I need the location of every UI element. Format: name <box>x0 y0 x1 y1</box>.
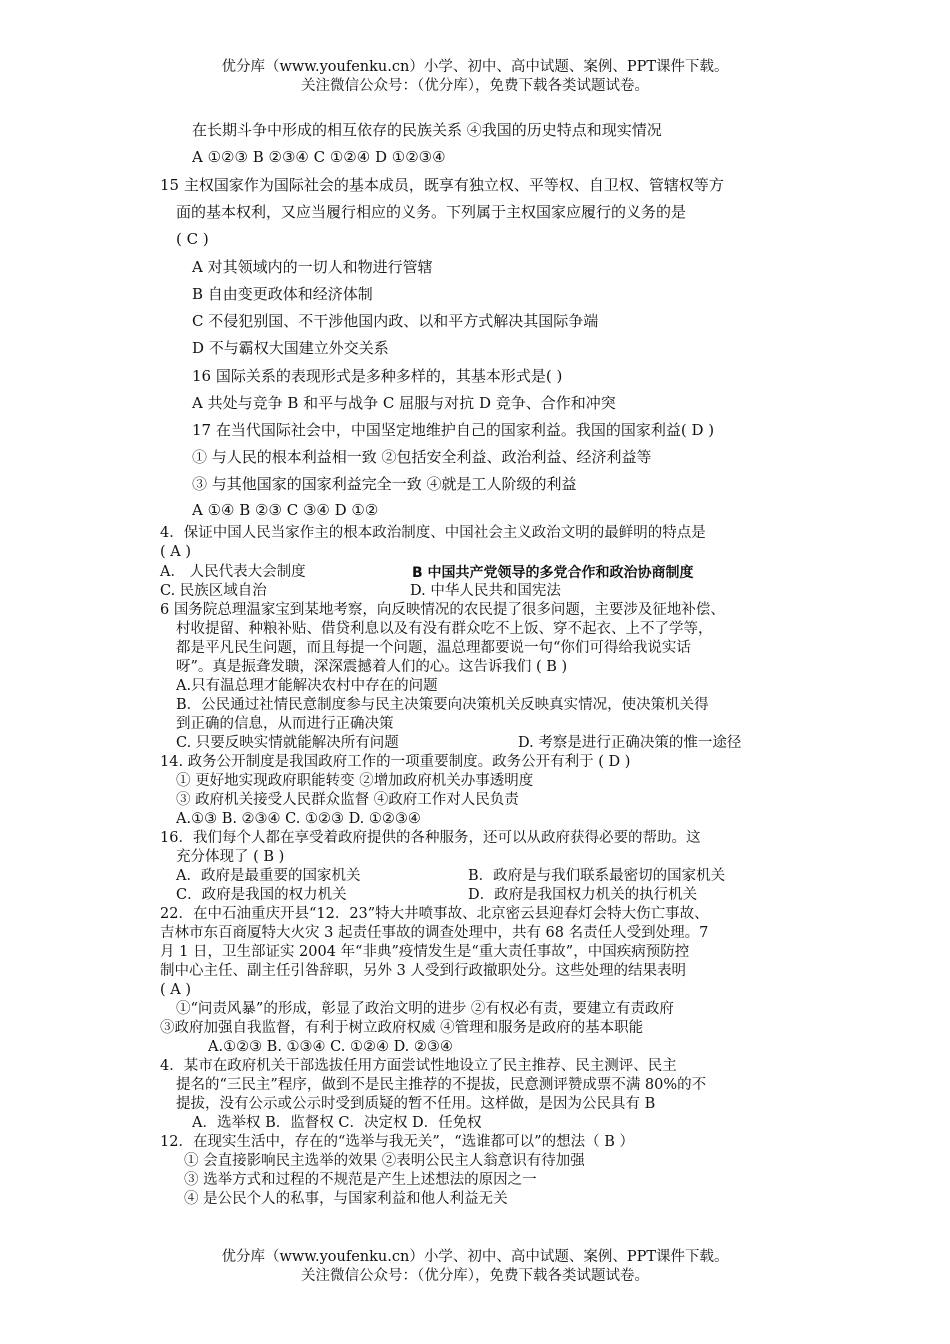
text-line: 提名的“三民主”程序，做到不是民主推荐的不提拔，民意测评赞成票不满 80%的不 <box>176 1077 707 1093</box>
page-footer <box>0 1248 950 1286</box>
text-line: 面的基本权利，又应当履行相应的义务。下列属于主权国家应履行的义务的是 <box>176 203 687 221</box>
text-line: D. 考察是进行正确决策的惟一途径 <box>518 735 742 751</box>
footer-line-2: 关注微信公众号：（优分库），免费下载各类试题试卷。 <box>301 1268 649 1284</box>
text-line: D．政府是我国权力机关的执行机关 <box>468 887 698 903</box>
text-line: ③政府加强自我监督，有利于树立政府权威 ④管理和服务是政府的基本职能 <box>160 1020 644 1036</box>
text-line: ①“问责风暴”的形成，彰显了政治文明的进步 ②有权必有责，要建立有责政府 <box>176 1001 674 1017</box>
text-line: 4．某市在政府机关干部选拔任用方面尝试性地设立了民主推荐、民主测评、民主 <box>160 1058 677 1074</box>
text-line: B．政府是与我们联系最密切的国家机关 <box>468 868 726 884</box>
text-line: 吉林市东百商厦特大火灾 3 起责任事故的调查处理中，共有 68 名责任人受到处理。7 <box>160 925 709 941</box>
text-line: 16 国际关系的表现形式是多种多样的，其基本形式是( ) <box>192 367 563 385</box>
text-line: 村收提留、种粮补贴、借贷利息以及有没有群众吃不上饭、穿不起衣、上不了学等， <box>176 621 713 637</box>
text-line: A ①②③ B ②③④ C ①②④ D ①②③④ <box>192 148 446 166</box>
text-line: 17 在当代国际社会中，中国坚定地维护自己的国家利益。我国的国家利益( D ) <box>192 421 715 439</box>
text-line: A ①④ B ②③ C ③④ D ①② <box>192 501 379 519</box>
text-line: D. 中华人民共和国宪法 <box>410 583 561 599</box>
text-line: ① 与人民的根本利益相一致 ②包括安全利益、政治利益、经济利益等 <box>192 448 652 466</box>
text-line: ③ 与其他国家的国家利益完全一致 ④就是工人阶级的利益 <box>192 475 577 493</box>
text-line: D 不与霸权大国建立外交关系 <box>192 339 389 357</box>
text-line: 制中心主任、副主任引咎辞职，另外 3 人受到行政撤职处分。这些处理的结果表明 <box>160 963 686 979</box>
footer-line-1: 优分库（www.youfenku.cn）小学、初中、高中试题、案例、PPT课件下载。 <box>221 1249 729 1265</box>
text-line: 都是平凡民生问题，而且每提一个问题，温总理都要说一句“你们可得给我说实话 <box>176 640 691 656</box>
text-line: A.①②③ B. ①③④ C. ①②④ D. ②③④ <box>208 1039 453 1055</box>
text-line: B 中国共产党领导的多党合作和政治协商制度 <box>412 565 694 581</box>
text-line: 呀”。真是振聋发聩，深深震撼着人们的心。这告诉我们 ( B ) <box>176 659 568 675</box>
text-line: B 自由变更政体和经济体制 <box>192 285 373 303</box>
text-line: 12．在现实生活中，存在的“选举与我无关”，“选谁都可以”的想法（ B ） <box>160 1134 634 1150</box>
text-line: ① 会直接影响民主选举的效果 ②表明公民主人翁意识有待加强 <box>184 1153 585 1169</box>
header-line-1: 优分库（www.youfenku.cn）小学、初中、高中试题、案例、PPT课件下载。 <box>221 59 729 75</box>
text-line: ③ 选举方式和过程的不规范是产生上述想法的原因之一 <box>184 1172 537 1188</box>
text-line: C. 只要反映实情就能解决所有问题 <box>176 735 399 751</box>
text-line: C. 民族区域自治 <box>160 583 267 599</box>
text-line: B．公民通过社情民意制度参与民主决策要向决策机关反映真实情况，使决策机关得 <box>176 697 709 713</box>
text-line: 22．在中石油重庆开县“12．23”特大井喷事故、北京密云县迎春灯会特大伤亡事故、 <box>160 906 709 922</box>
text-line: ( A ) <box>160 544 192 560</box>
text-line: 在长期斗争中形成的相互依存的民族关系 ④我国的历史特点和现实情况 <box>192 121 662 139</box>
header-line-2: 关注微信公众号：（优分库），免费下载各类试题试卷。 <box>301 78 649 94</box>
text-line: C 不侵犯别国、不干涉他国内政、以和平方式解决其国际争端 <box>192 312 599 330</box>
text-line: 15 主权国家作为国际社会的基本成员，既享有独立权、平等权、自卫权、管辖权等方 <box>160 176 724 194</box>
text-line: A.①③ B. ②③④ C. ①②③ D. ①②③④ <box>176 811 421 827</box>
text-line: 提拔，没有公示或公示时受到质疑的暂不任用。这样做，是因为公民具有 B <box>176 1096 656 1112</box>
text-line: 6 国务院总理温家宝到某地考察，向反映情况的农民提了很多问题，主要涉及征地补偿、 <box>160 602 725 618</box>
text-line: ① 更好地实现政府职能转变 ②增加政府机关办事透明度 <box>176 773 534 789</box>
text-line: 14. 政务公开制度是我国政府工作的一项重要制度。政务公开有利于 ( D ) <box>160 754 631 770</box>
text-line: ③ 政府机关接受人民群众监督 ④政府工作对人民负责 <box>176 792 519 808</box>
text-line: 月 1 日，卫生部证实 2004 年“非典”疫情发生是“重大责任事故”，中国疾病预防控 <box>160 944 690 960</box>
text-line: A.只有温总理才能解决农村中存在的问题 <box>176 678 438 694</box>
text-line: A． 人民代表大会制度 <box>160 564 306 580</box>
text-line: A 共处与竞争 B 和平与战争 C 屈服与对抗 D 竞争、合作和冲突 <box>192 394 616 412</box>
text-line: ( C ) <box>176 230 209 248</box>
text-line: 16．我们每个人都在享受着政府提供的各种服务，还可以从政府获得必要的帮助。这 <box>160 830 701 846</box>
text-line: ( A ) <box>160 982 192 998</box>
text-line: 充分体现了 ( B ) <box>176 849 285 865</box>
text-line: 4．保证中国人民当家作主的根本政治制度、中国社会主义政治文明的最鲜明的特点是 <box>160 525 706 541</box>
text-line: 到正确的信息，从而进行正确决策 <box>176 716 394 732</box>
text-line: A．选举权 B．监督权 C．决定权 D．任免权 <box>192 1115 482 1131</box>
text-line: ④ 是公民个人的私事，与国家利益和他人利益无关 <box>184 1191 508 1207</box>
text-line: A．政府是最重要的国家机关 <box>176 868 361 884</box>
text-line: C．政府是我国的权力机关 <box>176 887 347 903</box>
text-line: A 对其领域内的一切人和物进行管辖 <box>192 258 433 276</box>
